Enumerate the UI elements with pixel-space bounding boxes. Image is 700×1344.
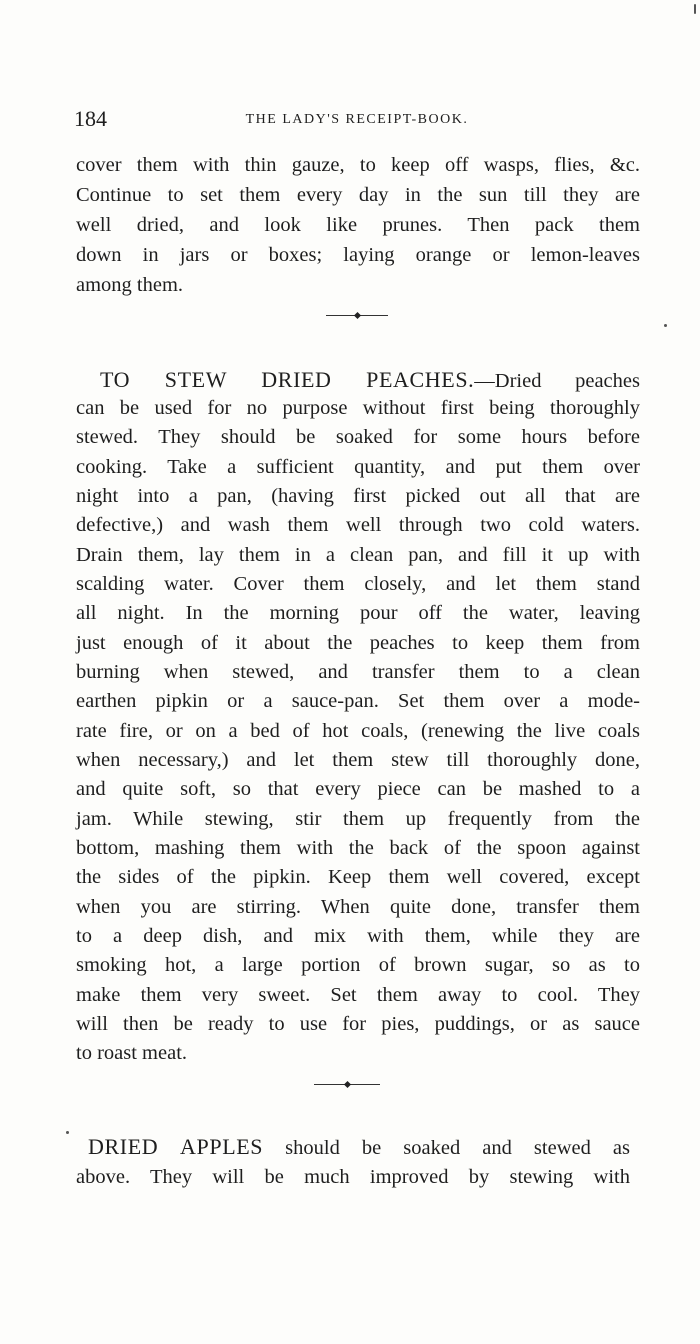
text-line: just enough of it about the peaches to keep them from xyxy=(76,632,640,654)
text-line: rate fire, or on a bed of hot coals, (renewing the live coals xyxy=(76,720,640,742)
text-line: jam. While stewing, stir them up frequently from the xyxy=(76,808,640,830)
recipe-title: DRIED APPLES xyxy=(88,1134,264,1159)
text-line: make them very sweet. Set them away to cool. They xyxy=(76,984,640,1006)
section-separator xyxy=(314,1080,380,1090)
text-line: cover them with thin gauze, to keep off wasps, flies, &c. xyxy=(76,154,640,176)
recipe-text: —Dried peaches xyxy=(474,370,640,392)
text-line: to a deep dish, and mix with them, while they are xyxy=(76,925,640,947)
text-line: scalding water. Cover them closely, and let them stand xyxy=(76,573,640,595)
page-header xyxy=(74,106,640,136)
recipe-title: TO STEW DRIED PEACHES. xyxy=(100,367,475,392)
text-line: the sides of the pipkin. Keep them well covered, except xyxy=(76,866,640,888)
page-number: 184 xyxy=(74,106,107,131)
section-separator xyxy=(326,311,388,321)
text-line: defective,) and wash them well through two cold waters. xyxy=(76,514,640,536)
text-line: stewed. They should be soaked for some hours before xyxy=(76,426,640,448)
recipe-text: should be soaked and stewed as xyxy=(263,1137,630,1159)
text-line: and quite soft, so that every piece can be mashed to a xyxy=(76,778,640,800)
diamond-ornament-icon xyxy=(353,311,360,318)
text-line: to roast meat. xyxy=(76,1042,188,1064)
text-line: night into a pan, (having first picked out all that are xyxy=(76,485,640,507)
diamond-ornament-icon xyxy=(343,1080,350,1087)
text-line: earthen pipkin or a sauce-pan. Set them over a mode- xyxy=(76,690,640,712)
text-line: when necessary,) and let them stew till thoroughly done, xyxy=(76,749,640,771)
text-line: down in jars or boxes; laying orange or lemon-leaves xyxy=(76,244,640,266)
text-line: smoking hot, a large portion of brown sugar, so as to xyxy=(76,954,640,976)
text-line: when you are stirring. When quite done, transfer them xyxy=(76,896,640,918)
recipe-first-line xyxy=(100,365,640,394)
text-line: bottom, mashing them with the back of the spoon against xyxy=(76,837,640,859)
text-line: all night. In the morning pour off the water, leaving xyxy=(76,602,640,624)
text-line: among them. xyxy=(76,274,184,296)
running-title: THE LADY'S RECEIPT-BOOK. xyxy=(245,112,469,127)
text-line: well dried, and look like prunes. Then pack them xyxy=(76,214,640,236)
text-line: Continue to set them every day in the sun till they are xyxy=(76,184,640,206)
ink-speck xyxy=(694,4,696,14)
text-line: will then be ready to use for pies, puddings, or as sauce xyxy=(76,1013,640,1035)
text-line: can be used for no purpose without first being thoroughly xyxy=(76,397,640,419)
text-line: burning when stewed, and transfer them to a clean xyxy=(76,661,640,683)
text-line: above. They will be much improved by stewing with xyxy=(76,1166,630,1188)
recipe-first-line xyxy=(88,1132,630,1161)
text-line: Drain them, lay them in a clean pan, and fill it up with xyxy=(76,544,640,566)
ink-speck xyxy=(664,324,667,327)
text-line: cooking. Take a sufficient quantity, and put them over xyxy=(76,456,640,478)
ink-speck xyxy=(66,1131,69,1134)
